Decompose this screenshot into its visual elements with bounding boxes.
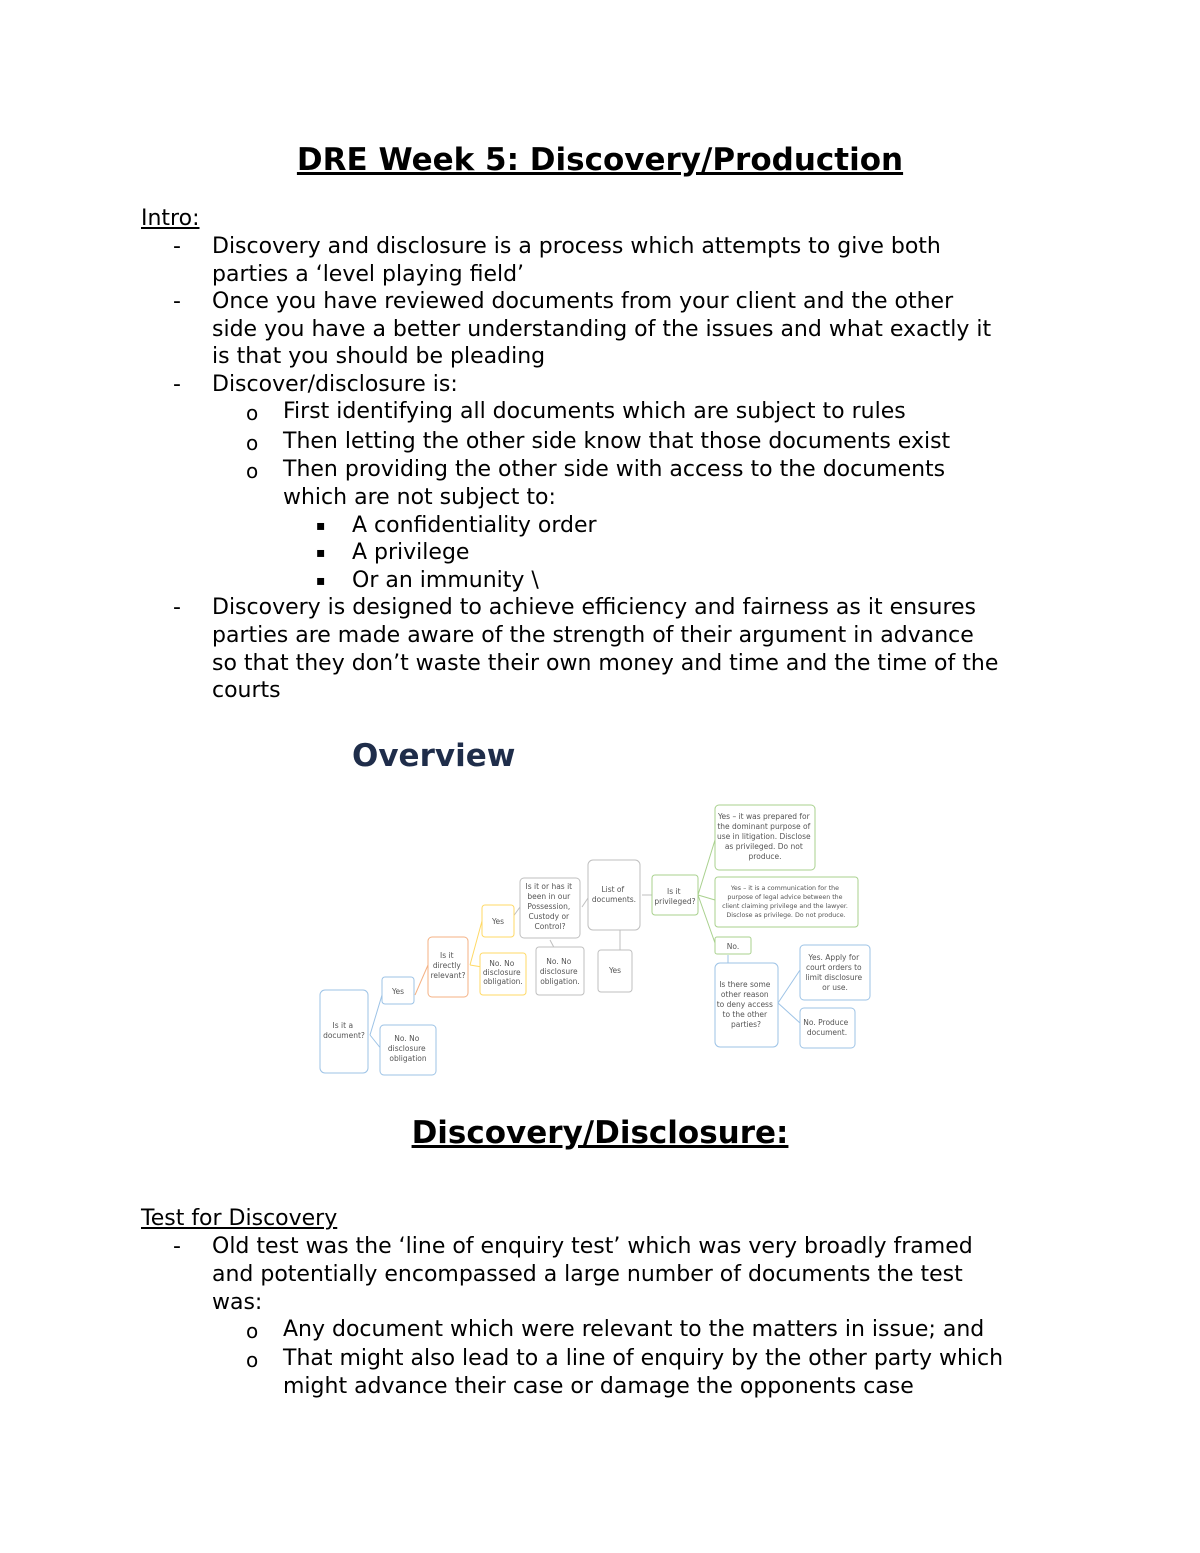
intro-bullet-2-line-1: Once you have reviewed documents from your client and the other: [212, 289, 954, 314]
intro-subsub-3: Or an immunity \: [352, 568, 539, 593]
circle-marker: o: [246, 1319, 259, 1343]
dash-marker: -: [173, 289, 181, 314]
intro-sub-3-line-2: which are not subject to:: [283, 485, 556, 510]
intro-bullet-4-line-4: courts: [212, 678, 281, 703]
intro-sub-3-line-1: Then providing the other side with access to the documents: [283, 457, 946, 482]
square-marker: ▪: [316, 545, 326, 561]
test-bullet-line-2: and potentially encompassed a large number of documents the test: [212, 1262, 963, 1287]
intro-label: Intro:: [141, 206, 200, 231]
text-no-obligation1: No. No disclosure obligation: [387, 1034, 427, 1063]
intro-bullet-2-line-2: side you have a better understanding of the issues and what exactly it: [212, 317, 992, 342]
text-yes-prepared: Yes – it was prepared for the dominant purpose of use in litigation. Disclose as privileged. Do not produce.: [716, 812, 811, 861]
intro-bullet-1-line-1: Discovery and disclosure is a process which attempts to give both: [212, 234, 941, 259]
test-sub-2-line-2: might advance their case or damage the opponents case: [283, 1374, 914, 1399]
intro-bullet-3: Discover/disclosure is:: [212, 372, 458, 397]
intro-subsub-1: A confidentiality order: [352, 513, 597, 538]
connector: [698, 840, 715, 943]
test-bullet-line-1: Old test was the ‘line of enquiry test’ which was very broadly framed: [212, 1234, 973, 1259]
dash-marker: -: [173, 1234, 181, 1259]
intro-bullet-4-line-2: parties are made aware of the strength of their argument in advance: [212, 623, 974, 648]
test-sub-1: Any document which were relevant to the matters in issue; and: [283, 1317, 985, 1342]
square-marker: ▪: [316, 518, 326, 534]
text-no-obligation2: No. No disclosure obligation.: [482, 959, 523, 986]
intro-bullet-4-line-1: Discovery is designed to achieve efficiency and fairness as it ensures: [212, 595, 977, 620]
text-privileged: Is it privileged?: [654, 887, 696, 906]
overview-title: Overview: [352, 738, 516, 774]
intro-sub-1: First identifying all documents which are subject to rules: [283, 399, 906, 424]
text-no-obligation3: No. No disclosure obligation.: [539, 957, 580, 986]
circle-marker: o: [246, 431, 259, 455]
test-sub-2-line-1: That might also lead to a line of enquiry by the other party which: [283, 1346, 1004, 1371]
circle-marker: o: [246, 459, 259, 483]
text-list-docs: List of documents.: [591, 885, 637, 904]
text-directly-relevant: Is it directly relevant?: [430, 951, 466, 980]
text-is-document: Is it a document?: [323, 1021, 365, 1040]
dash-marker: -: [173, 234, 181, 259]
connector: [778, 970, 800, 1023]
intro-bullet-4-line-3: so that they don’t waste their own money and time and the time of the: [212, 651, 999, 676]
test-label: Test for Discovery: [141, 1206, 338, 1231]
document-title: DRE Week 5: Discovery/Production: [296, 142, 904, 178]
text-possession: Is it or has it been in our Possession, Custody or Control?: [525, 882, 573, 931]
text-yes2: Yes: [491, 917, 505, 926]
text-yes1: Yes: [391, 987, 405, 996]
dash-marker: -: [173, 372, 181, 397]
square-marker: ▪: [316, 573, 326, 589]
dash-marker: -: [173, 595, 181, 620]
section-heading: Discovery/Disclosure:: [411, 1115, 789, 1151]
intro-sub-2: Then letting the other side know that those documents exist: [283, 429, 951, 454]
intro-bullet-2-line-3: is that you should be pleading: [212, 344, 546, 369]
intro-bullet-1-line-2: parties a ‘level playing field’: [212, 262, 525, 287]
connector: [415, 965, 428, 995]
text-yes3: Yes: [608, 966, 622, 975]
text-yes-communication: Yes – it is a communication for the purpose of legal advice between the client claiming privilege and the lawyer. Disclose as privilege. Do not produce.: [722, 885, 848, 919]
circle-marker: o: [246, 1348, 259, 1372]
text-no-produce: No. Produce document.: [803, 1018, 849, 1037]
intro-subsub-2: A privilege: [352, 540, 470, 565]
text-yes-apply: Yes. Apply for court orders to limit disclosure or use.: [805, 953, 863, 992]
circle-marker: o: [246, 401, 259, 425]
overview-flowchart: [300, 795, 890, 1085]
text-no: No.: [726, 942, 740, 951]
test-bullet-line-3: was:: [212, 1290, 263, 1315]
text-other-reason: Is there some other reason to deny access to the other parties?: [716, 980, 773, 1029]
